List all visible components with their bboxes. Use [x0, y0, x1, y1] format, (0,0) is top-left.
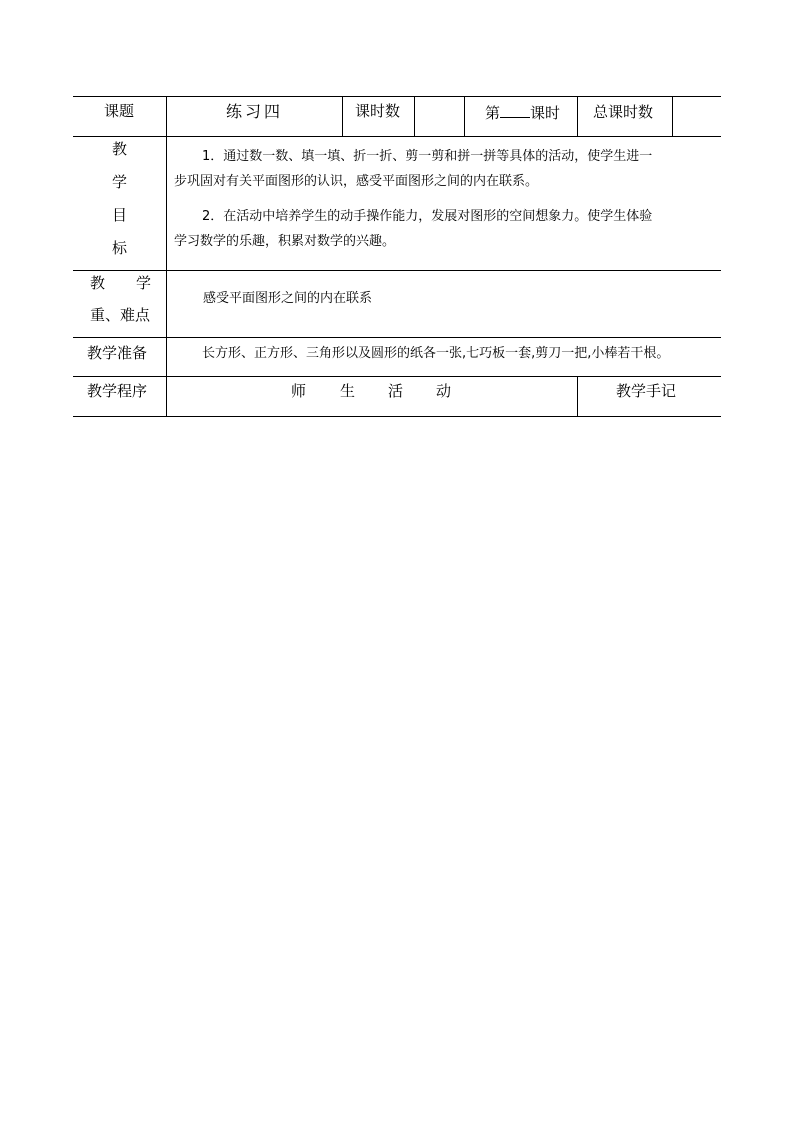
- key-points-content: 感受平面图形之间的内在联系: [203, 291, 373, 306]
- objective-2-line-1: 2．在活动中培养学生的动手操作能力，发展对图形的空间想象力。使学生体验: [202, 209, 653, 224]
- table-row-divider: [73, 337, 721, 338]
- preparation-content: 长方形、正方形、三角形以及圆形的纸各一张,七巧板一套,剪刀一把,小棒若干根。: [202, 346, 670, 361]
- key-points-label-a: 教: [90, 274, 106, 292]
- objective-1-line-1: 1．通过数一数、填一填、折一折、剪一剪和拼一拼等具体的活动，使学生进一: [202, 149, 653, 164]
- topic-label: 课题: [104, 102, 135, 120]
- table-border-bottom: [73, 416, 721, 417]
- key-points-label-b: 学: [136, 274, 152, 292]
- lesson-number-field: [485, 105, 560, 121]
- objective-1-line-2: 步巩固对有关平面图形的认识，感受平面图形之间的内在联系。: [174, 174, 539, 189]
- table-column-divider: [464, 96, 465, 136]
- table-row-divider: [73, 270, 721, 271]
- activity-heading-char: 动: [436, 382, 452, 400]
- teaching-notes-label: 教学手记: [616, 382, 677, 400]
- table-border-top: [73, 96, 721, 97]
- lesson-prefix: 第: [485, 104, 501, 122]
- objective-2-line-2: 学习数学的乐趣，积累对数学的兴趣。: [174, 234, 396, 249]
- preparation-label: 教学准备: [87, 344, 148, 362]
- table-column-divider: [577, 96, 578, 136]
- lesson-suffix: 课时: [530, 104, 561, 122]
- table-row-divider: [73, 376, 721, 377]
- table-column-divider: [672, 96, 673, 136]
- total-hours-label: 总课时数: [593, 103, 654, 121]
- activity-heading-char: 生: [340, 382, 356, 400]
- table-column-divider: [166, 96, 167, 416]
- objectives-label-char: 教: [112, 140, 128, 158]
- activity-heading-char: 活: [388, 382, 404, 400]
- hours-label: 课时数: [355, 102, 401, 120]
- table-row-divider: [73, 136, 721, 137]
- table-column-divider: [342, 96, 343, 136]
- objectives-label-char: 学: [112, 173, 128, 191]
- lesson-blank: [500, 105, 530, 118]
- topic-value: 练习四: [226, 102, 284, 121]
- objectives-label-char: 标: [112, 239, 128, 257]
- table-column-divider: [414, 96, 415, 136]
- table-column-divider: [577, 376, 578, 416]
- procedure-label: 教学程序: [87, 382, 148, 400]
- activity-heading-char: 师: [291, 382, 307, 400]
- key-points-label-2: 重、难点: [90, 306, 151, 324]
- objectives-label-char: 目: [112, 206, 128, 224]
